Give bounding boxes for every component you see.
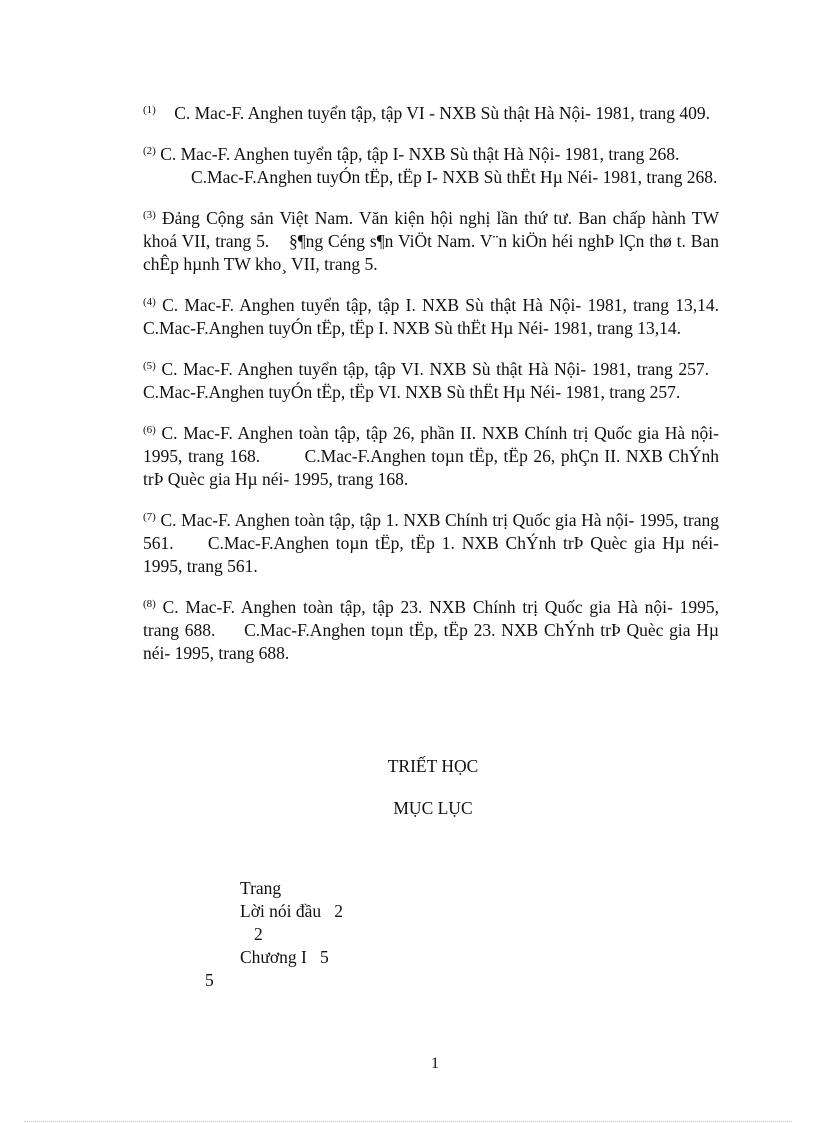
footnote-3 [143,207,719,276]
footnote-marker: (8) [143,598,156,610]
footnote-text-legacy: §¶ng Céng s¶n ViÖt Nam. V¨n kiÖn héi nghÞ lÇn thø t. Ban chÊp hµnh TW kho¸ VII, trang 5. [143,231,719,274]
footnote-text-legacy: C.Mac-F.Anghen tuyÓn tËp, tËp I- NXB Sù thËt Hµ Néi- 1981, trang 268. [191,167,718,187]
footnote-text: C. Mac-F. Anghen tuyển tập, tập I. NXB Sù thật Hà Nội- 1981, trang 13,14. [162,295,720,315]
footnote-text: C. Mac-F. Anghen tuyển tập, tập VI. NXB Sù thật Hà Nội- 1981, trang 257. [161,359,709,379]
footnote-text: Đảng Cộng sản Việt Nam. Văn kiện hội nghị lần thứ tư. Ban chấp hành TW khoá VII, trang 5. [143,208,720,251]
footnote-marker: (2) [143,145,156,157]
footnote-5 [143,358,719,404]
footnote-marker: (1) [143,104,156,116]
footnote-1 [143,102,719,125]
footnote-marker: (3) [143,209,156,221]
toc-entry-preface-page: 2 [254,924,263,944]
footnote-2 [143,143,719,189]
footnote-text: C. Mac-F. Anghen toàn tập, tập 1. NXB Chính trị Quốc gia Hà nội- 1995, trang 561. [143,510,719,553]
footnote-text-legacy: C.Mac-F.Anghen toµn tËp, tËp 1. NXB ChÝnh trÞ Quèc gia Hµ néi- 1995, trang 561. [143,533,720,576]
footnote-4 [143,294,719,340]
toc-entry-preface: Lời nói đầu 2 [240,901,344,921]
footnote-text-legacy: C.Mac-F.Anghen toµn tËp, tËp 26, phÇn II. NXB ChÝnh trÞ Quèc gia Hµ néi- 1995, trang 168. [143,446,719,489]
footnote-marker: (6) [143,424,156,436]
footnote-marker: (7) [143,511,156,523]
footnote-text: C. Mac-F. Anghen tuyển tập, tập I- NXB Sù thật Hà Nội- 1981, trang 268. [160,144,680,164]
footnote-6 [143,422,719,491]
footnote-text: C. Mac-F. Anghen toàn tập, tập 23. NXB Chính trị Quốc gia Hà nội- 1995, trang 688. [143,597,720,640]
toc-title: MỤC LỤC [393,798,473,818]
page-number: 1 [431,1055,439,1072]
footnote-text: C. Mac-F. Anghen toàn tập, tập 26, phần II. NXB Chính trị Quốc gia Hà nội- 1995, trang 168. [143,423,719,466]
footnote-marker: (5) [143,360,156,372]
subject-title: TRIẾT HỌC [387,756,479,776]
toc-entry-chapter-1-page: 5 [205,970,214,990]
footnote-text-legacy: C.Mac-F.Anghen tuyÓn tËp, tËp I. NXB Sù thËt Hµ Néi- 1981, trang 13,14. [143,318,682,338]
footnote-7 [143,509,719,578]
footnotes-list [143,102,719,665]
toc-entry-chapter-1: Chương I 5 [240,947,329,967]
page-bottom-border [24,1121,792,1122]
footnote-8 [143,596,719,665]
toc-header: Trang [240,878,282,898]
footnote-text-legacy: C.Mac-F.Anghen toµn tËp, tËp 23. NXB ChÝnh trÞ Quèc gia Hµ néi- 1995, trang 688. [143,620,719,663]
footnote-text: C. Mac-F. Anghen tuyển tập, tập VI - NXB Sù thật Hà Nội- 1981, trang 409. [174,103,711,123]
footnote-text-legacy: C.Mac-F.Anghen tuyÓn tËp, tËp VI. NXB Sù thËt Hµ Néi- 1981, trang 257. [143,382,681,402]
footnote-marker: (4) [143,296,156,308]
